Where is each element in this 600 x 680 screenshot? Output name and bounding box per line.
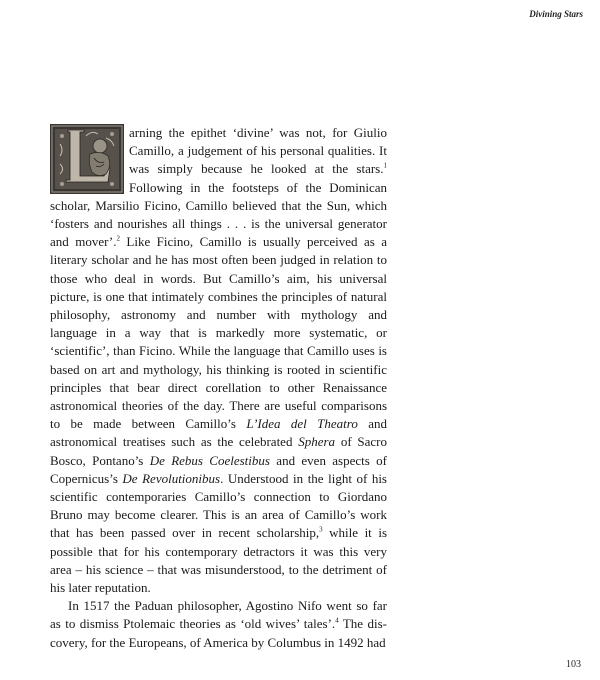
text-run: . Understood in the light of his scientific contemporaries Camillo’s connection to Giordano Bruno may become clearer. This is an area of Camillo’s work that has been passed over in recent scholarship, bbox=[50, 470, 387, 541]
page-number: 103 bbox=[566, 659, 581, 670]
running-head: Divining Stars bbox=[529, 9, 583, 19]
drop-cap-L bbox=[50, 124, 124, 194]
historiated-initial-icon bbox=[50, 124, 124, 194]
footnote-ref: 4 bbox=[335, 617, 339, 626]
title-de-revolutionibus: De Revolutionibus bbox=[122, 470, 221, 486]
text-run: while it is possible that for his contemporary detractors it was this very area – his science – that was misunderstood, to the detriment of his later reputation. bbox=[50, 525, 387, 596]
text-run: arning the epithet ‘divine’ was not, for Giulio Camillo, a judgement of his personal qualities. It was simply because he looked at the stars. bbox=[129, 125, 387, 177]
body-text bbox=[50, 124, 387, 652]
text-run: and astronomical treatises such as the celebrated bbox=[50, 416, 387, 450]
title-de-rebus-coelestibus: De Rebus Coelestibus bbox=[149, 452, 270, 468]
text-run: of Sacro Bosco, Pontano’s bbox=[50, 434, 387, 468]
text-run: and even aspects of Copernicus’s bbox=[50, 452, 387, 486]
paragraph-1 bbox=[50, 124, 387, 597]
text-run: Like Ficino, Camillo is usually perceived as a literary scholar and he has most often been judged in relation to those who deal in words. But Camillo’s aim, his universal picture, is one that intimately combines the principles of natural philosophy, astronomy and number with mythology and language in a way that is markedly more systematic, or ‘scientific’, than Ficino. While the language that Camillo uses is based on art and mythology, his thinking is rooted in scientific principles that bear direct corellation to other Renaissance astronomical theories of the day. There are useful comparisons to be made between Camillo’s bbox=[50, 234, 387, 432]
text-run: Following in the footsteps of the Dominican scholar, Marsilio Ficino, Camillo believed that the Sun, which ‘fosters and nourishes all things . . . is the universal generator and mover’. bbox=[50, 179, 387, 250]
footnote-ref: 3 bbox=[319, 526, 323, 535]
paragraph-2 bbox=[50, 597, 387, 652]
title-idea-del-theatro: L’Idea del Theatro bbox=[246, 416, 358, 432]
text-run: The discovery, for the Europeans, of America by Columbus in 1492 had bbox=[50, 616, 387, 650]
footnote-ref: 2 bbox=[116, 234, 120, 243]
footnote-ref: 1 bbox=[383, 162, 387, 171]
title-sphera: Sphera bbox=[298, 434, 336, 450]
text-run: In 1517 the Paduan philosopher, Agostino Nifo went so far as to dismiss Ptolemaic theories as ‘old wives’ tales’. bbox=[50, 598, 387, 632]
